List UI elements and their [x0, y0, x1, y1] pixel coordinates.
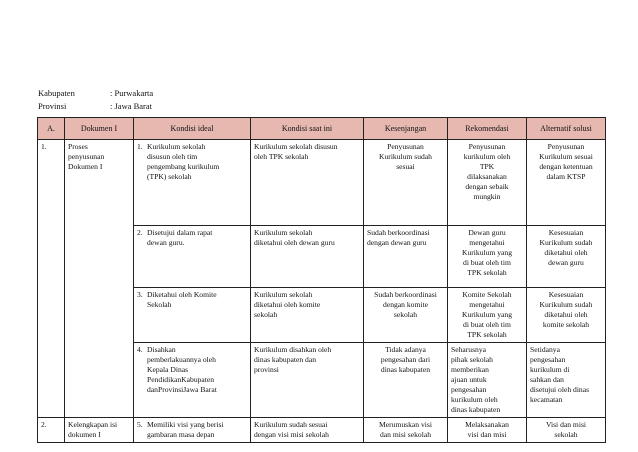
- header-kabupaten: [38, 88, 153, 99]
- cell-no: 2.: [38, 418, 65, 443]
- cell-kesenjangan: Tidak adanya pengesahan dari dinas kabupaten: [364, 343, 448, 418]
- item-number: 1.: [137, 142, 143, 151]
- header-provinsi-key: Provinsi: [38, 101, 67, 111]
- cell-alternatif-solusi: Kesesuaian Kurikulum sudah diketahui oleh komite sekolah: [527, 288, 606, 343]
- cell-rekomendasi: Dewan guru mengetahui Kurikulum yang di buat oleh tim TPK sekolah: [448, 226, 527, 288]
- header-kabupaten-value: : Purwakarta: [110, 88, 154, 98]
- cell-kondisi-saat-ini: Kurikulum sekolah diketahui oleh dewan guru: [251, 226, 364, 288]
- cell-kesenjangan: Sudah berkoordinasi dengan komite sekolah: [364, 288, 448, 343]
- col-header-kondisi-ideal: Kondisi ideal: [134, 118, 251, 140]
- cell-dokumen: Kelengkapan isi dokumen I: [65, 418, 134, 443]
- cell-kondisi-saat-ini: Kurikulum disahkan oleh dinas kabupaten dan provinsi: [251, 343, 364, 418]
- col-header-rekomendasi: Rekomendasi: [448, 118, 527, 140]
- cell-kesenjangan: Penyusunan Kurikulum sudah sesuai: [364, 140, 448, 226]
- table-row: [38, 418, 606, 443]
- cell-no: 1.: [38, 140, 65, 418]
- table-header-row: [38, 118, 606, 140]
- cell-alternatif-solusi: Penyusunan Kurikulum sesuai dengan ketentuan dalam KTSP: [527, 140, 606, 226]
- cell-dokumen: Proses penyusunan Dokumen I: [65, 140, 134, 418]
- col-header-alternatif-solusi: Alternatif solusi: [527, 118, 606, 140]
- cell-kondisi-saat-ini: Kurikulum sekolah disusun oleh TPK sekolah: [251, 140, 364, 226]
- col-header-dokumen: Dokumen I: [65, 118, 134, 140]
- cell-ideal-text: Kurikulum sekolah disusun oleh tim pengembang kurikulum (TPK) sekolah: [147, 142, 220, 181]
- cell-ideal-text: Disahkan pemberlakuannya oleh Kepala Dinas PendidikanKabupaten danProvinsiJawa Barat: [147, 345, 217, 394]
- item-number: 3.: [137, 290, 143, 299]
- table-row: [38, 140, 606, 226]
- header-kabupaten-key: Kabupaten: [38, 88, 75, 98]
- cell-alternatif-solusi: Visi dan misi sekolah: [527, 418, 606, 443]
- cell-kesenjangan: Sudah berkoordinasi dengan dewan guru: [364, 226, 448, 288]
- cell-rekomendasi: Komite Sekolah mengetahui Kurikulum yang di buat oleh tim TPK sekolah: [448, 288, 527, 343]
- cell-kondisi-ideal: [134, 418, 251, 443]
- cell-kondisi-ideal: [134, 140, 251, 226]
- item-number: 4.: [137, 345, 143, 354]
- cell-ideal-text: Memiliki visi yang berisi gambaran masa depan: [147, 420, 224, 439]
- cell-alternatif-solusi: Setidanya pengesahan kurikulum di sahkan dan disetujui oleh dinas kecamatan: [527, 343, 606, 418]
- cell-ideal-text: Diketahui oleh Komite Sekolah: [147, 290, 217, 309]
- cell-rekomendasi: Penyusunan kurikulum oleh TPK dilaksanakan dengan sebaik mungkin: [448, 140, 527, 226]
- header-provinsi-value: : Jawa Barat: [110, 101, 153, 111]
- item-number: 2.: [137, 228, 143, 237]
- col-header-kesenjangan: Kesenjangan: [364, 118, 448, 140]
- cell-kondisi-saat-ini: Kurikulum sudah sesuai dengan visi misi sekolah: [251, 418, 364, 443]
- cell-kondisi-ideal: [134, 226, 251, 288]
- cell-alternatif-solusi: Kesesuaian Kurikulum sudah diketahui oleh dewan guru: [527, 226, 606, 288]
- cell-kondisi-ideal: [134, 288, 251, 343]
- cell-rekomendasi: Seharusnya pihak sekolah memberikan ajuan untuk pengesahan kurikulum oleh dinas kabupaten: [448, 343, 527, 418]
- cell-kondisi-ideal: [134, 343, 251, 418]
- cell-kesenjangan: Merumuskan visi dan misi sekolah: [364, 418, 448, 443]
- cell-ideal-text: Disetujui dalam rapat dewan guru.: [147, 228, 213, 247]
- cell-rekomendasi: Melaksanakan visi dan misi: [448, 418, 527, 443]
- evaluation-table: [37, 117, 606, 443]
- col-header-kondisi-saat-ini: Kondisi saat ini: [251, 118, 364, 140]
- header-provinsi: [38, 101, 152, 112]
- cell-kondisi-saat-ini: Kurikulum sekolah diketahui oleh komite sekolah: [251, 288, 364, 343]
- col-header-no: A.: [38, 118, 65, 140]
- item-number: 5.: [137, 420, 143, 429]
